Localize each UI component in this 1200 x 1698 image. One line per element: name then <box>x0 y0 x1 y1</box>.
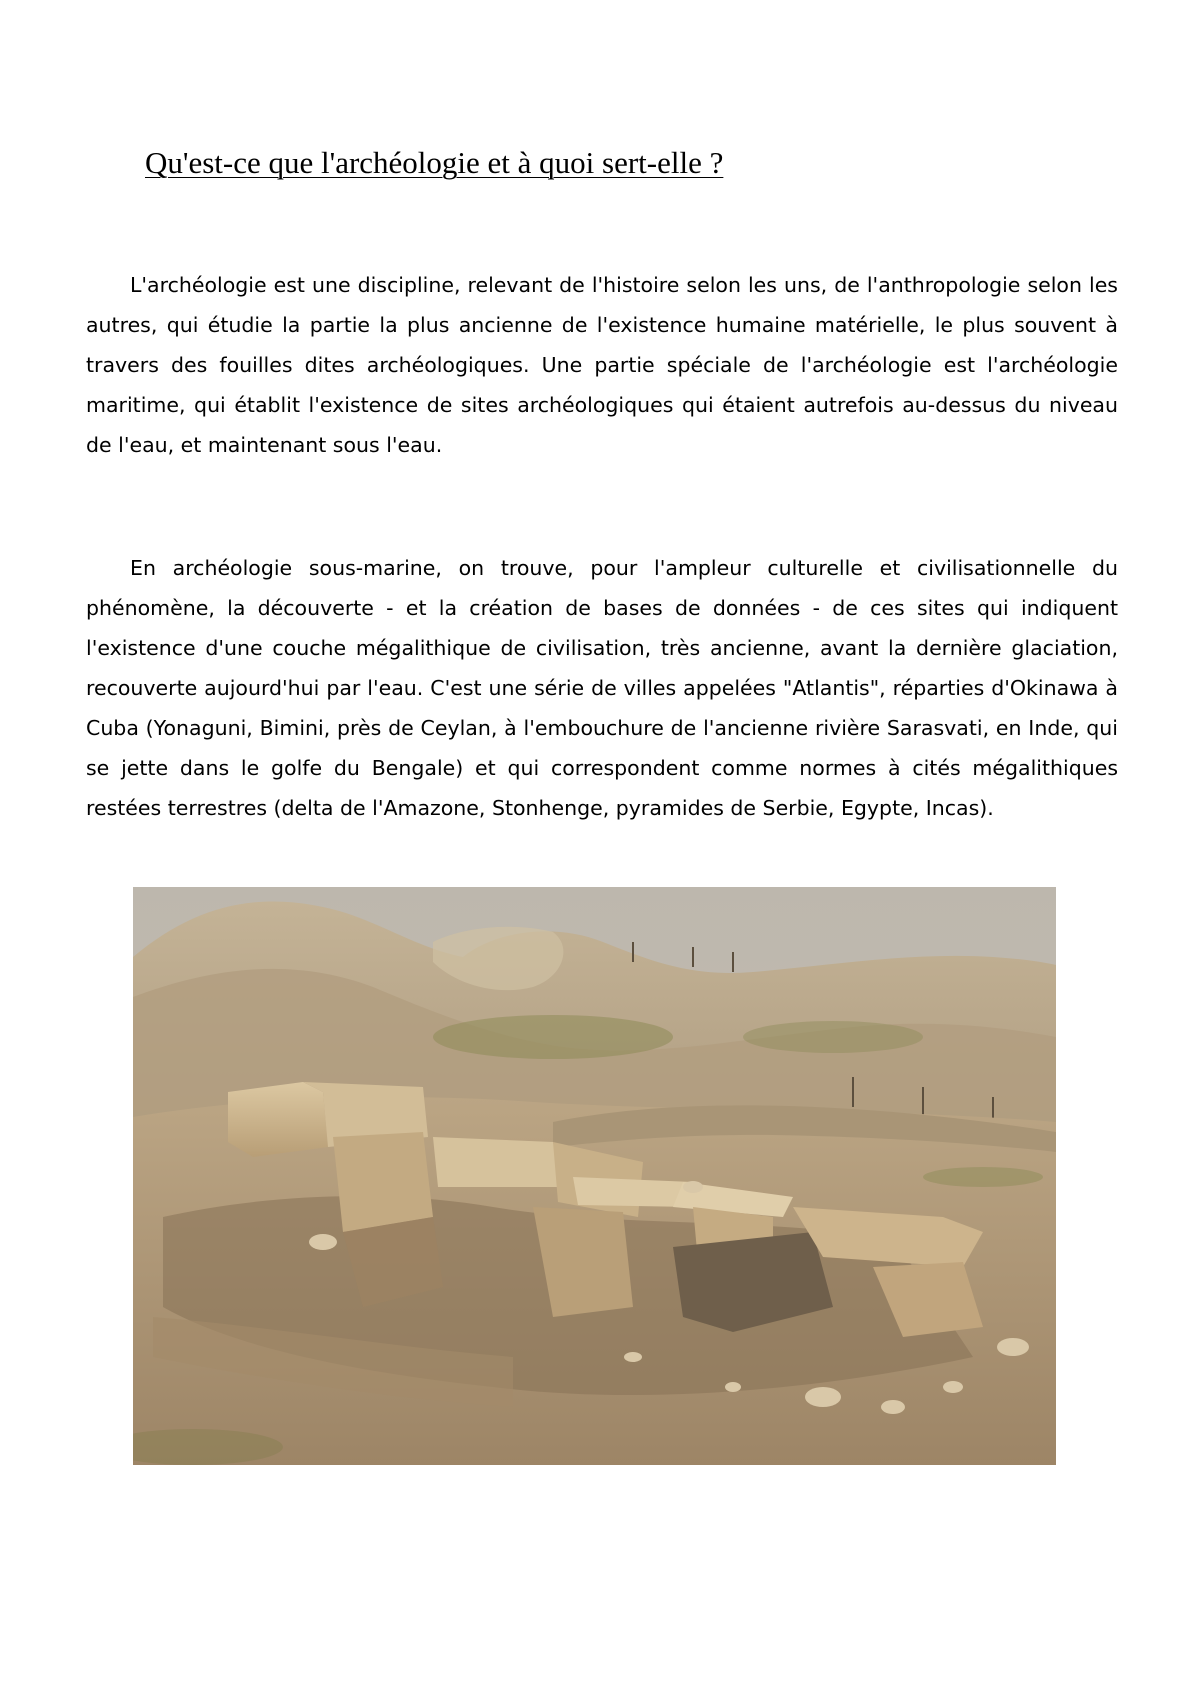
paragraph-definition: L'archéologie est une discipline, relevant de l'histoire selon les uns, de l'anthropologie selon les autres, qui étudie la partie la plus ancienne de l'existence humaine matérielle, le plus souvent à travers des fouilles dites archéologiques. Une partie spéciale de l'archéologie est l'archéologie maritime, qui établit l'existence de sites archéologiques qui étaient autrefois au-dessus du niveau de l'eau, et maintenant sous l'eau. <box>86 273 1118 457</box>
vegetation <box>433 1015 673 1059</box>
page-title: Qu'est-ce que l'archéologie et à quoi sert-elle ? <box>145 145 724 180</box>
paragraph-underwater-archaeology: En archéologie sous-marine, on trouve, pour l'ampleur culturelle et civilisationnelle du phénomène, la découverte - et la création de bases de données - de ces sites qui indiquent l'existence d'une couche mégalithique de civilisation, très ancienne, avant la dernière glaciation, recouverte aujourd'hui par l'eau. C'est une série de villes appelées "Atlantis", réparties d'Okinawa à Cuba (Yonaguni, Bimini, près de Ceylan, à l'embouchure de l'ancienne rivière Sarasvati, en Inde, qui se jette dans le golfe du Bengale) et qui correspondent comme normes à cités mégalithiques restées terrestres (delta de l'Amazone, Stonhenge, pyramides de Serbie, Egypte, Incas). <box>86 556 1118 820</box>
excavation-site-photo <box>133 887 1056 1465</box>
ruin-wall <box>228 1082 328 1157</box>
